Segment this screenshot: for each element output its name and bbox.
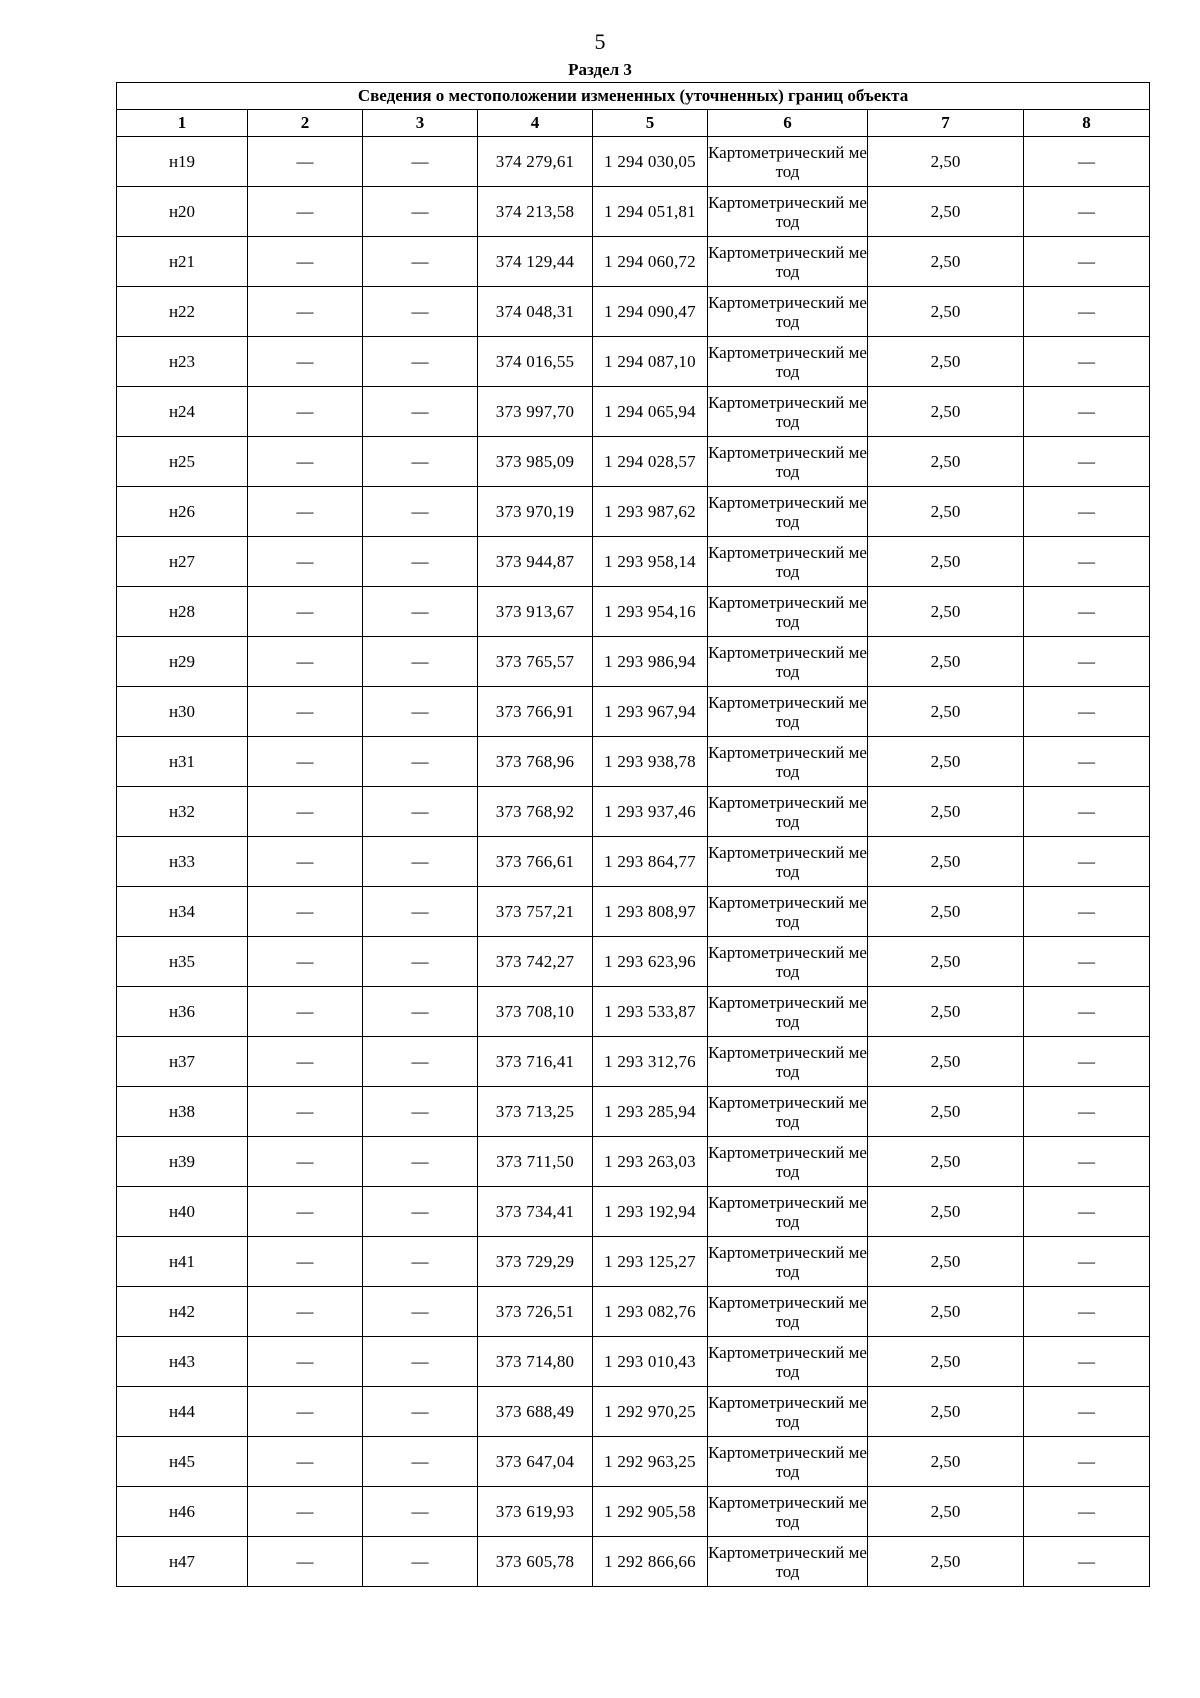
y-coordinate-cell: 1 294 060,72 bbox=[593, 237, 708, 287]
accuracy-cell: 2,50 bbox=[868, 387, 1024, 437]
y-coordinate-cell: 1 293 937,46 bbox=[593, 787, 708, 837]
column-number-1: 1 bbox=[117, 110, 248, 137]
table-body bbox=[117, 137, 1150, 1587]
col-2-value-cell: — bbox=[248, 187, 363, 237]
col-3-value-cell: — bbox=[363, 1037, 478, 1087]
col-2-value-cell: — bbox=[248, 1237, 363, 1287]
accuracy-cell: 2,50 bbox=[868, 1037, 1024, 1087]
accuracy-cell: 2,50 bbox=[868, 537, 1024, 587]
col-3-value-cell: — bbox=[363, 587, 478, 637]
col-8-value-cell: — bbox=[1024, 1037, 1150, 1087]
col-3-value-cell: — bbox=[363, 287, 478, 337]
table-row bbox=[117, 537, 1150, 587]
col-3-value-cell: — bbox=[363, 1387, 478, 1437]
col-2-value-cell: — bbox=[248, 887, 363, 937]
method-cell: Картометрический метод bbox=[708, 387, 868, 437]
y-coordinate-cell: 1 292 905,58 bbox=[593, 1487, 708, 1537]
column-number-3: 3 bbox=[363, 110, 478, 137]
column-number-4: 4 bbox=[478, 110, 593, 137]
accuracy-cell: 2,50 bbox=[868, 987, 1024, 1037]
col-8-value-cell: — bbox=[1024, 337, 1150, 387]
y-coordinate-cell: 1 293 533,87 bbox=[593, 987, 708, 1037]
table-row bbox=[117, 1137, 1150, 1187]
method-cell: Картометрический метод bbox=[708, 187, 868, 237]
col-8-value-cell: — bbox=[1024, 1087, 1150, 1137]
table-row bbox=[117, 1337, 1150, 1387]
x-coordinate-cell: 374 016,55 bbox=[478, 337, 593, 387]
column-number-row bbox=[117, 110, 1150, 137]
col-8-value-cell: — bbox=[1024, 687, 1150, 737]
col-2-value-cell: — bbox=[248, 1487, 363, 1537]
col-3-value-cell: — bbox=[363, 737, 478, 787]
accuracy-cell: 2,50 bbox=[868, 1537, 1024, 1587]
accuracy-cell: 2,50 bbox=[868, 1087, 1024, 1137]
col-8-value-cell: — bbox=[1024, 637, 1150, 687]
method-cell: Картометрический метод bbox=[708, 637, 868, 687]
table-row bbox=[117, 1387, 1150, 1437]
x-coordinate-cell: 373 714,80 bbox=[478, 1337, 593, 1387]
y-coordinate-cell: 1 293 312,76 bbox=[593, 1037, 708, 1087]
y-coordinate-cell: 1 293 864,77 bbox=[593, 837, 708, 887]
y-coordinate-cell: 1 294 087,10 bbox=[593, 337, 708, 387]
column-number-7: 7 bbox=[868, 110, 1024, 137]
y-coordinate-cell: 1 293 125,27 bbox=[593, 1237, 708, 1287]
col-2-value-cell: — bbox=[248, 1337, 363, 1387]
accuracy-cell: 2,50 bbox=[868, 337, 1024, 387]
method-cell: Картометрический метод bbox=[708, 487, 868, 537]
col-3-value-cell: — bbox=[363, 1437, 478, 1487]
col-8-value-cell: — bbox=[1024, 187, 1150, 237]
col-2-value-cell: — bbox=[248, 737, 363, 787]
col-8-value-cell: — bbox=[1024, 887, 1150, 937]
method-cell: Картометрический метод bbox=[708, 687, 868, 737]
point-name-cell: н38 bbox=[117, 1087, 248, 1137]
table-row bbox=[117, 1187, 1150, 1237]
col-8-value-cell: — bbox=[1024, 1437, 1150, 1487]
point-name-cell: н23 bbox=[117, 337, 248, 387]
x-coordinate-cell: 373 985,09 bbox=[478, 437, 593, 487]
col-3-value-cell: — bbox=[363, 487, 478, 537]
table-row bbox=[117, 987, 1150, 1037]
col-2-value-cell: — bbox=[248, 337, 363, 387]
col-8-value-cell: — bbox=[1024, 1137, 1150, 1187]
point-name-cell: н20 bbox=[117, 187, 248, 237]
x-coordinate-cell: 373 944,87 bbox=[478, 537, 593, 587]
x-coordinate-cell: 373 726,51 bbox=[478, 1287, 593, 1337]
col-2-value-cell: — bbox=[248, 287, 363, 337]
col-3-value-cell: — bbox=[363, 437, 478, 487]
method-cell: Картометрический метод bbox=[708, 1387, 868, 1437]
table-row bbox=[117, 887, 1150, 937]
accuracy-cell: 2,50 bbox=[868, 937, 1024, 987]
x-coordinate-cell: 373 708,10 bbox=[478, 987, 593, 1037]
table-row bbox=[117, 137, 1150, 187]
col-2-value-cell: — bbox=[248, 1137, 363, 1187]
col-2-value-cell: — bbox=[248, 237, 363, 287]
point-name-cell: н33 bbox=[117, 837, 248, 887]
col-2-value-cell: — bbox=[248, 1187, 363, 1237]
point-name-cell: н25 bbox=[117, 437, 248, 487]
col-3-value-cell: — bbox=[363, 987, 478, 1037]
point-name-cell: н35 bbox=[117, 937, 248, 987]
col-8-value-cell: — bbox=[1024, 1187, 1150, 1237]
x-coordinate-cell: 373 766,91 bbox=[478, 687, 593, 737]
method-cell: Картометрический метод bbox=[708, 837, 868, 887]
col-3-value-cell: — bbox=[363, 687, 478, 737]
table-row bbox=[117, 587, 1150, 637]
method-cell: Картометрический метод bbox=[708, 437, 868, 487]
point-name-cell: н32 bbox=[117, 787, 248, 837]
point-name-cell: н45 bbox=[117, 1437, 248, 1487]
point-name-cell: н42 bbox=[117, 1287, 248, 1337]
point-name-cell: н41 bbox=[117, 1237, 248, 1287]
method-cell: Картометрический метод bbox=[708, 587, 868, 637]
col-8-value-cell: — bbox=[1024, 987, 1150, 1037]
method-cell: Картометрический метод bbox=[708, 1087, 868, 1137]
col-8-value-cell: — bbox=[1024, 237, 1150, 287]
y-coordinate-cell: 1 294 051,81 bbox=[593, 187, 708, 237]
boundary-coordinates-table bbox=[116, 82, 1150, 1587]
point-name-cell: н19 bbox=[117, 137, 248, 187]
x-coordinate-cell: 374 129,44 bbox=[478, 237, 593, 287]
y-coordinate-cell: 1 293 986,94 bbox=[593, 637, 708, 687]
y-coordinate-cell: 1 294 030,05 bbox=[593, 137, 708, 187]
col-3-value-cell: — bbox=[363, 1187, 478, 1237]
y-coordinate-cell: 1 292 970,25 bbox=[593, 1387, 708, 1437]
col-2-value-cell: — bbox=[248, 537, 363, 587]
col-8-value-cell: — bbox=[1024, 537, 1150, 587]
point-name-cell: н30 bbox=[117, 687, 248, 737]
col-8-value-cell: — bbox=[1024, 1287, 1150, 1337]
accuracy-cell: 2,50 bbox=[868, 1237, 1024, 1287]
y-coordinate-cell: 1 292 963,25 bbox=[593, 1437, 708, 1487]
col-2-value-cell: — bbox=[248, 1437, 363, 1487]
point-name-cell: н43 bbox=[117, 1337, 248, 1387]
y-coordinate-cell: 1 293 192,94 bbox=[593, 1187, 708, 1237]
x-coordinate-cell: 373 768,96 bbox=[478, 737, 593, 787]
method-cell: Картометрический метод bbox=[708, 787, 868, 837]
method-cell: Картометрический метод bbox=[708, 1437, 868, 1487]
col-8-value-cell: — bbox=[1024, 1487, 1150, 1537]
table-row bbox=[117, 1437, 1150, 1487]
table-row bbox=[117, 1537, 1150, 1587]
method-cell: Картометрический метод bbox=[708, 1487, 868, 1537]
col-8-value-cell: — bbox=[1024, 587, 1150, 637]
table-row bbox=[117, 687, 1150, 737]
y-coordinate-cell: 1 293 938,78 bbox=[593, 737, 708, 787]
accuracy-cell: 2,50 bbox=[868, 1437, 1024, 1487]
y-coordinate-cell: 1 294 028,57 bbox=[593, 437, 708, 487]
table-row bbox=[117, 737, 1150, 787]
point-name-cell: н40 bbox=[117, 1187, 248, 1237]
accuracy-cell: 2,50 bbox=[868, 437, 1024, 487]
col-3-value-cell: — bbox=[363, 187, 478, 237]
x-coordinate-cell: 373 688,49 bbox=[478, 1387, 593, 1437]
col-3-value-cell: — bbox=[363, 137, 478, 187]
y-coordinate-cell: 1 293 010,43 bbox=[593, 1337, 708, 1387]
y-coordinate-cell: 1 293 263,03 bbox=[593, 1137, 708, 1187]
y-coordinate-cell: 1 294 065,94 bbox=[593, 387, 708, 437]
accuracy-cell: 2,50 bbox=[868, 737, 1024, 787]
col-2-value-cell: — bbox=[248, 1037, 363, 1087]
x-coordinate-cell: 374 048,31 bbox=[478, 287, 593, 337]
y-coordinate-cell: 1 292 866,66 bbox=[593, 1537, 708, 1587]
accuracy-cell: 2,50 bbox=[868, 837, 1024, 887]
table-row bbox=[117, 1287, 1150, 1337]
method-cell: Картометрический метод bbox=[708, 237, 868, 287]
y-coordinate-cell: 1 293 987,62 bbox=[593, 487, 708, 537]
x-coordinate-cell: 373 713,25 bbox=[478, 1087, 593, 1137]
method-cell: Картометрический метод bbox=[708, 537, 868, 587]
col-3-value-cell: — bbox=[363, 1487, 478, 1537]
col-2-value-cell: — bbox=[248, 837, 363, 887]
table-row bbox=[117, 287, 1150, 337]
method-cell: Картометрический метод bbox=[708, 737, 868, 787]
col-3-value-cell: — bbox=[363, 237, 478, 287]
column-number-2: 2 bbox=[248, 110, 363, 137]
col-8-value-cell: — bbox=[1024, 287, 1150, 337]
table-row bbox=[117, 187, 1150, 237]
method-cell: Картометрический метод bbox=[708, 1287, 868, 1337]
accuracy-cell: 2,50 bbox=[868, 237, 1024, 287]
col-8-value-cell: — bbox=[1024, 1387, 1150, 1437]
y-coordinate-cell: 1 293 623,96 bbox=[593, 937, 708, 987]
table-row bbox=[117, 1237, 1150, 1287]
col-8-value-cell: — bbox=[1024, 787, 1150, 837]
method-cell: Картометрический метод bbox=[708, 1037, 868, 1087]
x-coordinate-cell: 373 711,50 bbox=[478, 1137, 593, 1187]
col-3-value-cell: — bbox=[363, 637, 478, 687]
col-3-value-cell: — bbox=[363, 1287, 478, 1337]
y-coordinate-cell: 1 294 090,47 bbox=[593, 287, 708, 337]
x-coordinate-cell: 374 213,58 bbox=[478, 187, 593, 237]
col-8-value-cell: — bbox=[1024, 737, 1150, 787]
y-coordinate-cell: 1 293 954,16 bbox=[593, 587, 708, 637]
col-3-value-cell: — bbox=[363, 887, 478, 937]
table-row bbox=[117, 387, 1150, 437]
table-row bbox=[117, 1487, 1150, 1537]
column-number-8: 8 bbox=[1024, 110, 1150, 137]
col-8-value-cell: — bbox=[1024, 837, 1150, 887]
col-3-value-cell: — bbox=[363, 1537, 478, 1587]
col-8-value-cell: — bbox=[1024, 1537, 1150, 1587]
x-coordinate-cell: 373 768,92 bbox=[478, 787, 593, 837]
col-8-value-cell: — bbox=[1024, 937, 1150, 987]
accuracy-cell: 2,50 bbox=[868, 187, 1024, 237]
accuracy-cell: 2,50 bbox=[868, 1337, 1024, 1387]
method-cell: Картометрический метод bbox=[708, 1137, 868, 1187]
col-3-value-cell: — bbox=[363, 1137, 478, 1187]
table-row bbox=[117, 787, 1150, 837]
x-coordinate-cell: 373 729,29 bbox=[478, 1237, 593, 1287]
column-number-6: 6 bbox=[708, 110, 868, 137]
col-2-value-cell: — bbox=[248, 487, 363, 537]
y-coordinate-cell: 1 293 808,97 bbox=[593, 887, 708, 937]
x-coordinate-cell: 373 766,61 bbox=[478, 837, 593, 887]
point-name-cell: н29 bbox=[117, 637, 248, 687]
x-coordinate-cell: 373 734,41 bbox=[478, 1187, 593, 1237]
y-coordinate-cell: 1 293 958,14 bbox=[593, 537, 708, 587]
x-coordinate-cell: 373 716,41 bbox=[478, 1037, 593, 1087]
col-2-value-cell: — bbox=[248, 937, 363, 987]
method-cell: Картометрический метод bbox=[708, 1187, 868, 1237]
col-8-value-cell: — bbox=[1024, 437, 1150, 487]
x-coordinate-cell: 373 605,78 bbox=[478, 1537, 593, 1587]
col-3-value-cell: — bbox=[363, 537, 478, 587]
table-row bbox=[117, 237, 1150, 287]
point-name-cell: н26 bbox=[117, 487, 248, 537]
table-row bbox=[117, 937, 1150, 987]
col-2-value-cell: — bbox=[248, 1087, 363, 1137]
point-name-cell: н37 bbox=[117, 1037, 248, 1087]
table-caption: Сведения о местоположении измененных (уточненных) границ объекта bbox=[117, 83, 1150, 110]
col-2-value-cell: — bbox=[248, 1387, 363, 1437]
method-cell: Картометрический метод bbox=[708, 337, 868, 387]
point-name-cell: н31 bbox=[117, 737, 248, 787]
table-row bbox=[117, 1037, 1150, 1087]
col-2-value-cell: — bbox=[248, 687, 363, 737]
col-8-value-cell: — bbox=[1024, 1337, 1150, 1387]
col-2-value-cell: — bbox=[248, 637, 363, 687]
col-3-value-cell: — bbox=[363, 337, 478, 387]
x-coordinate-cell: 373 619,93 bbox=[478, 1487, 593, 1537]
x-coordinate-cell: 373 742,27 bbox=[478, 937, 593, 987]
point-name-cell: н34 bbox=[117, 887, 248, 937]
method-cell: Картометрический метод bbox=[708, 987, 868, 1037]
accuracy-cell: 2,50 bbox=[868, 637, 1024, 687]
column-number-5: 5 bbox=[593, 110, 708, 137]
point-name-cell: н46 bbox=[117, 1487, 248, 1537]
accuracy-cell: 2,50 bbox=[868, 1487, 1024, 1537]
accuracy-cell: 2,50 bbox=[868, 787, 1024, 837]
accuracy-cell: 2,50 bbox=[868, 487, 1024, 537]
table-row bbox=[117, 487, 1150, 537]
point-name-cell: н44 bbox=[117, 1387, 248, 1437]
col-2-value-cell: — bbox=[248, 587, 363, 637]
col-8-value-cell: — bbox=[1024, 137, 1150, 187]
point-name-cell: н21 bbox=[117, 237, 248, 287]
col-3-value-cell: — bbox=[363, 837, 478, 887]
col-2-value-cell: — bbox=[248, 137, 363, 187]
col-2-value-cell: — bbox=[248, 987, 363, 1037]
col-8-value-cell: — bbox=[1024, 487, 1150, 537]
table-row bbox=[117, 437, 1150, 487]
point-name-cell: н47 bbox=[117, 1537, 248, 1587]
point-name-cell: н28 bbox=[117, 587, 248, 637]
y-coordinate-cell: 1 293 967,94 bbox=[593, 687, 708, 737]
col-3-value-cell: — bbox=[363, 1337, 478, 1387]
point-name-cell: н22 bbox=[117, 287, 248, 337]
col-3-value-cell: — bbox=[363, 937, 478, 987]
table-caption-row bbox=[117, 83, 1150, 110]
point-name-cell: н24 bbox=[117, 387, 248, 437]
col-3-value-cell: — bbox=[363, 387, 478, 437]
accuracy-cell: 2,50 bbox=[868, 1287, 1024, 1337]
x-coordinate-cell: 373 997,70 bbox=[478, 387, 593, 437]
page-number: 5 bbox=[594, 29, 606, 54]
accuracy-cell: 2,50 bbox=[868, 1187, 1024, 1237]
col-2-value-cell: — bbox=[248, 1537, 363, 1587]
accuracy-cell: 2,50 bbox=[868, 887, 1024, 937]
section-title: Раздел 3 bbox=[568, 60, 632, 79]
col-2-value-cell: — bbox=[248, 787, 363, 837]
point-name-cell: н36 bbox=[117, 987, 248, 1037]
y-coordinate-cell: 1 293 285,94 bbox=[593, 1087, 708, 1137]
accuracy-cell: 2,50 bbox=[868, 1387, 1024, 1437]
accuracy-cell: 2,50 bbox=[868, 1137, 1024, 1187]
x-coordinate-cell: 373 647,04 bbox=[478, 1437, 593, 1487]
point-name-cell: н39 bbox=[117, 1137, 248, 1187]
accuracy-cell: 2,50 bbox=[868, 587, 1024, 637]
x-coordinate-cell: 373 970,19 bbox=[478, 487, 593, 537]
table-row bbox=[117, 837, 1150, 887]
accuracy-cell: 2,50 bbox=[868, 287, 1024, 337]
method-cell: Картометрический метод bbox=[708, 287, 868, 337]
col-3-value-cell: — bbox=[363, 1087, 478, 1137]
col-3-value-cell: — bbox=[363, 1237, 478, 1287]
table-row bbox=[117, 637, 1150, 687]
point-name-cell: н27 bbox=[117, 537, 248, 587]
method-cell: Картометрический метод bbox=[708, 137, 868, 187]
accuracy-cell: 2,50 bbox=[868, 687, 1024, 737]
method-cell: Картометрический метод bbox=[708, 887, 868, 937]
table-row bbox=[117, 1087, 1150, 1137]
x-coordinate-cell: 374 279,61 bbox=[478, 137, 593, 187]
method-cell: Картометрический метод bbox=[708, 937, 868, 987]
method-cell: Картометрический метод bbox=[708, 1537, 868, 1587]
table-row bbox=[117, 337, 1150, 387]
method-cell: Картометрический метод bbox=[708, 1237, 868, 1287]
col-2-value-cell: — bbox=[248, 1287, 363, 1337]
method-cell: Картометрический метод bbox=[708, 1337, 868, 1387]
col-3-value-cell: — bbox=[363, 787, 478, 837]
x-coordinate-cell: 373 765,57 bbox=[478, 637, 593, 687]
col-2-value-cell: — bbox=[248, 387, 363, 437]
col-8-value-cell: — bbox=[1024, 1237, 1150, 1287]
x-coordinate-cell: 373 757,21 bbox=[478, 887, 593, 937]
col-8-value-cell: — bbox=[1024, 387, 1150, 437]
x-coordinate-cell: 373 913,67 bbox=[478, 587, 593, 637]
accuracy-cell: 2,50 bbox=[868, 137, 1024, 187]
col-2-value-cell: — bbox=[248, 437, 363, 487]
y-coordinate-cell: 1 293 082,76 bbox=[593, 1287, 708, 1337]
